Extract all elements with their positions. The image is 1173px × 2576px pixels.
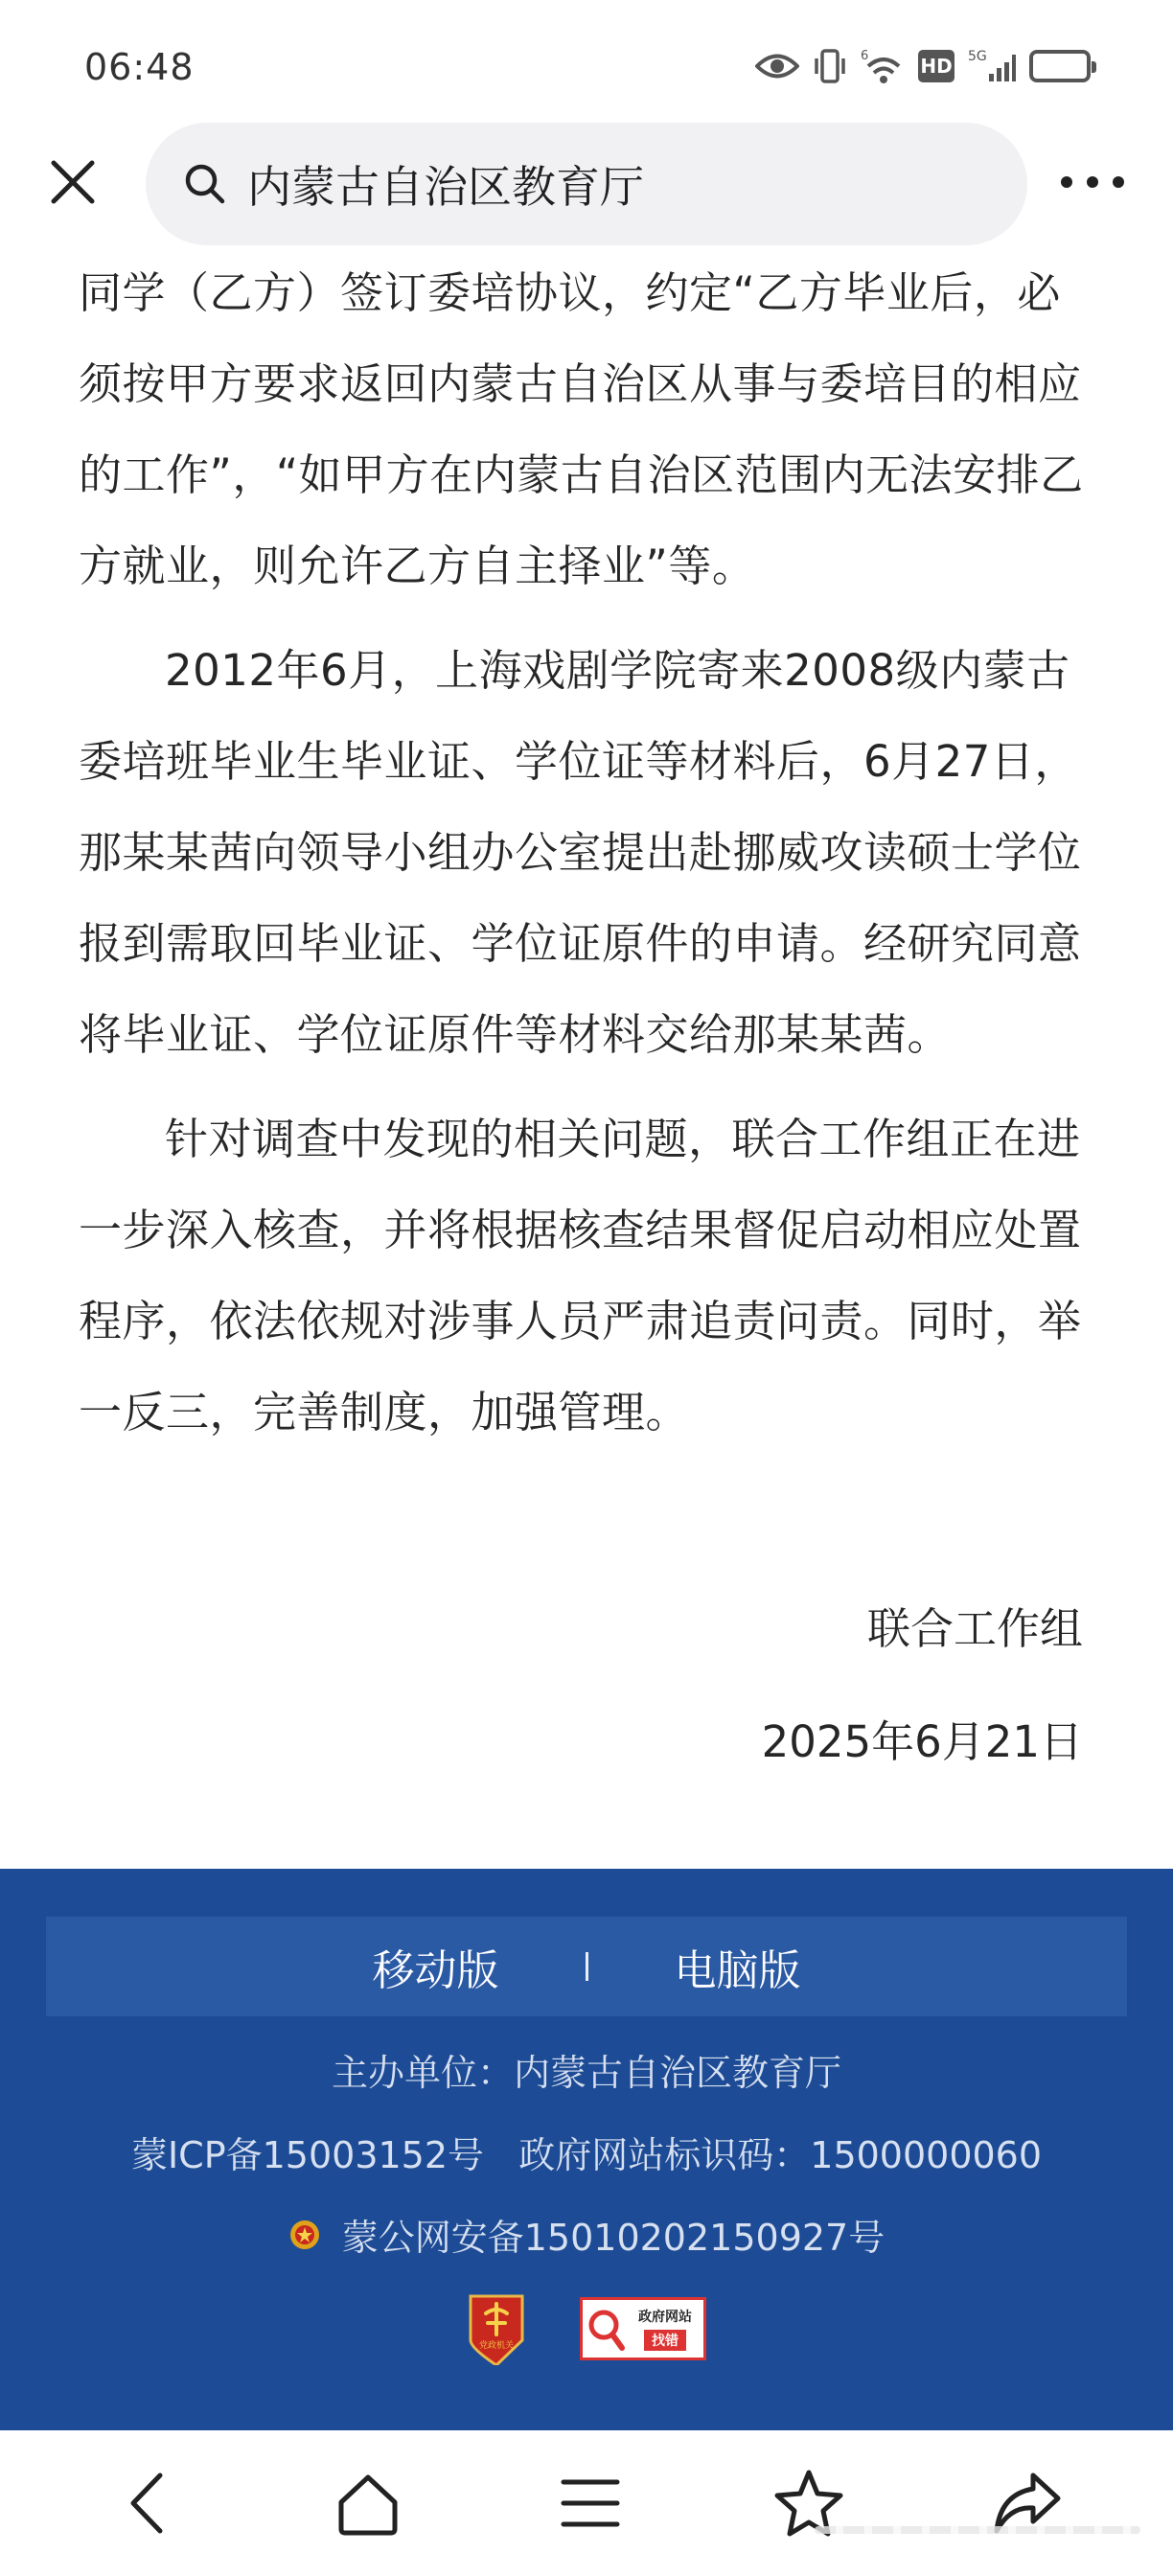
gov-site-error-report-badge[interactable] [580,2297,706,2360]
more-button[interactable] [1054,151,1131,213]
error-badge-text [631,2307,700,2351]
site-footer [0,1869,1173,2430]
more-icon [1059,174,1126,190]
footer-badges [0,2292,1173,2365]
menu-button[interactable] [550,2463,631,2543]
home-icon [334,2470,402,2537]
party-badge-text: 党政机关 [478,2341,515,2351]
error-badge-line2: 找错 [644,2330,686,2351]
battery-icon [1029,44,1091,88]
svg-text:6: 6 [861,49,869,63]
back-button[interactable] [107,2463,188,2543]
search-query: 内蒙古自治区教育厅 [247,161,644,213]
hd-icon [918,44,954,88]
article-paragraph: 同学（乙方）签订委培协议，约定“乙方毕业后，必须按甲方要求返回内蒙古自治区从事与委培目的相应的工作”，“如甲方在内蒙古自治区范围内无法安排乙方就业，则允许乙方自主择业”等。 [79,267,1084,591]
eye-icon [755,44,799,88]
article-paragraph: 针对调查中发现的相关问题，联合工作组正在进一步深入核查，并将根据核查结果督促启动相应处置程序，依法依规对涉事人员严肃追责问责。同时，举一反三，完善制度，加强管理。 [79,1114,1082,1438]
hd-label: HD [918,50,954,82]
error-badge-line1: 政府网站 [638,2310,692,2325]
status-bar [0,0,1173,125]
desktop-version-link[interactable]: 电脑版 [674,1946,801,1995]
wifi-6-icon [861,44,905,88]
close-button[interactable] [42,151,104,213]
magnifier-icon [586,2304,625,2354]
article-signature-block [762,1581,1083,1790]
status-icons [755,44,1091,88]
close-icon [48,157,98,207]
police-emblem-icon [288,2219,321,2251]
svg-text:5G: 5G [968,49,987,64]
search-bar[interactable] [146,123,1027,245]
back-icon [124,2470,172,2537]
5g-signal-icon [968,44,1016,88]
article-body [79,247,1096,1458]
gesture-hint-bar [815,2526,1140,2534]
bottom-navigation [0,2430,1173,2576]
search-icon [180,159,230,209]
battery-indicator [1029,50,1091,82]
publish-date: 2025年6月21日 [761,1716,1083,1767]
footer-version-switch [46,1917,1127,2016]
status-time: 06:48 [84,46,195,88]
home-button[interactable] [328,2463,408,2543]
top-bar [0,123,1173,247]
public-security-text: 蒙公网安备15010202150927号 [341,2217,886,2259]
party-government-badge-icon[interactable] [467,2292,526,2365]
article-paragraph: 2012年6月，上海戏剧学院寄来2008级内蒙古委培班毕业生毕业证、学位证等材料后，6月27日，那某某茜向领导小组办公室提出赴挪威攻读硕士学位报到需取回毕业证、学位证原件的申请。经研究同意将毕业证、学位证原件等材料交给那某某茜。 [79,645,1082,1060]
icp-text[interactable]: 蒙ICP备15003152号 政府网站标识码：1500000060 [130,2134,1043,2176]
vibrate-icon [813,44,847,88]
public-security-row[interactable] [0,2208,1173,2261]
mobile-version-link[interactable]: 移动版 [372,1946,499,1995]
menu-icon [560,2474,621,2532]
nav-divider [586,1952,588,1981]
sponsor-text: 主办单位：内蒙古自治区教育厅 [331,2052,841,2094]
signature: 联合工作组 [866,1603,1083,1654]
